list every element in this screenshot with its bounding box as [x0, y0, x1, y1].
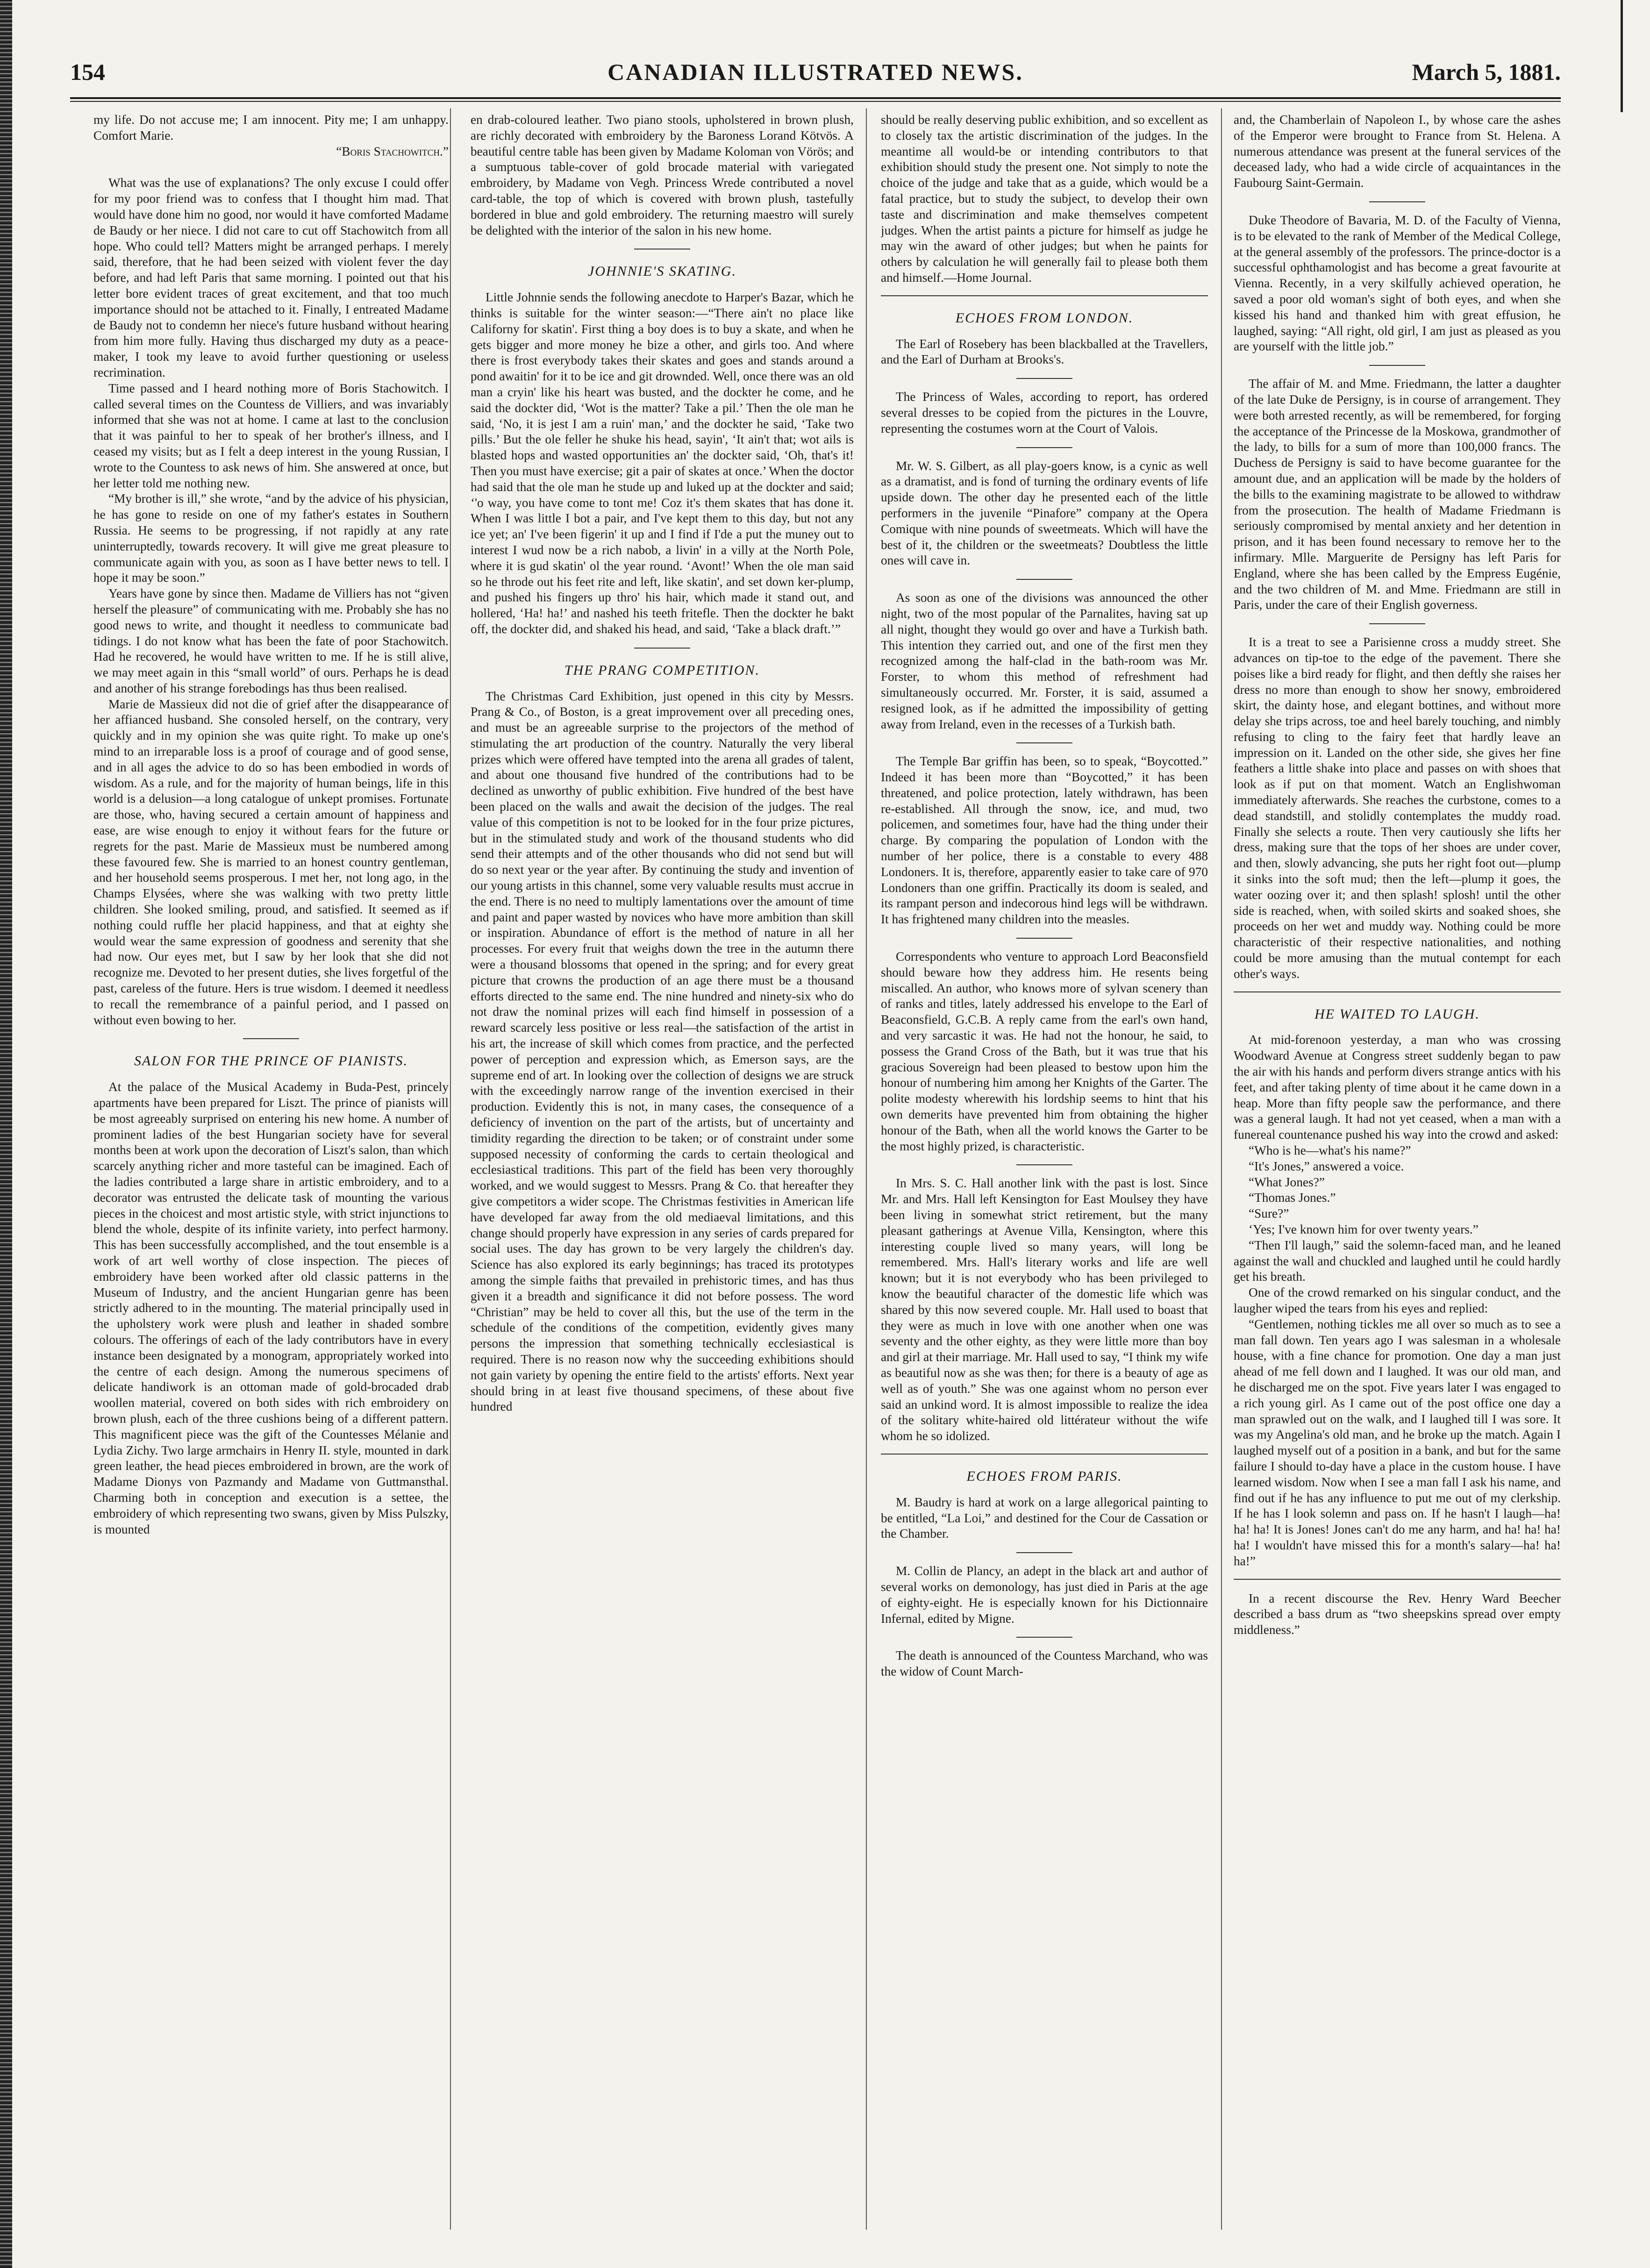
section-divider [634, 249, 690, 250]
column-rule [866, 108, 867, 2230]
paragraph: M. Baudry is hard at work on a large allegorical painting to be entitled, “La Loi,” and destined for the Cour de Cassation or the Chamber. [881, 1495, 1208, 1541]
column-rule [1221, 108, 1222, 2230]
paragraph: Little Johnnie sends the following anecdote to Harper's Bazar, which he thinks is suitable for the winter season:—“There ain't no place like Californy for skatin'. First thing a boy does is to buy a skate, and when he gets bigger and more money he bize a other, and girls too. And where there is frost everybody takes their skates and goes and stands around a pond awaitin' for it to be ice and git drownded. Well, once there was an old man a cryin' like his heart was busted, and the dockter he come, and he said the dockter did, ‘Wot is the matter? Take a pil.’ Then the ole man he said, ‘No, it is jest I am a ruin' man,’ and the dockter he said, ‘Take two pills.’ But the ole feller he shuke his head, sayin', ‘It ain't that; wot ails is blasted hops and wasted opportunities an' the dockter said, ‘Oh, that's it! Then you must have exercise; git a pair of skates at once.’ When the doctor had said that the ole man he stude up and luked up at the dockter and said; ‘'o way, you have come to tont me! Coz it's them skates that has done it. When I was little I bot a pair, and I've kept them to this day, but not any ice yet; an' I've been figerin' it up and I find if I'de a put the muney out to interest I wud now be a rich nabob, a livin' in a villy at the North Pole, where it is gud skatin' ol the year round. ‘Avont!’ When the ole man said so he throde out his feet rite and left, like skatin', and set down ker-plump, and pushed his fingers up thro' his hair, which made it stand out, and hollered, ‘Ha! ha!’ and nashed his teeth fritefle. Then the dockter he bakt off, the dockter did, and shaked his head, and said, ‘Take a black draft.’” [471, 290, 854, 636]
paragraph: and, the Chamberlain of Napoleon I., by whose care the ashes of the Emperor were brought to France from St. Helena. A numerous attendance was present at the funeral services of the deceased lady, who had a wide circle of acquaintances in the Faubourg Saint-Germain. [1234, 113, 1561, 190]
section-divider [1234, 991, 1561, 992]
scan-edge-mark [1621, 0, 1623, 112]
paragraph: Time passed and I heard nothing more of Boris Stachowitch. I called several times on the Countess de Villiers, and was invariably informed that she was not at home. I came at last to the conclusion that it was painful to her to speak of her brother's illness, and I ceased my visits; but as I felt a deep interest in the young Russian, I wrote to the Countess to ask news of him. She answered at once, but her letter told me nothing new. [93, 381, 449, 490]
article-title: ECHOES FROM LONDON. [955, 310, 1134, 326]
scan-binding-edge [0, 0, 12, 2268]
item-divider [1369, 365, 1425, 366]
item-divider [1016, 579, 1072, 580]
page-number: 154 [70, 59, 105, 85]
column-3 [881, 112, 1208, 2243]
paragraph: It is a treat to see a Parisienne cross a muddy street. She advances on tip-toe to the edge of the pavement. There she poises like a bird ready for flight, and then deftly she raises her dress no more than enough to show her snowy, embroidered skirt, the dainty hose, and elegant bottines, and without more delay she trips across, toe and heel barely touching, and nimbly refusing to cling to the fairy feet that hardly leave an impression on it. Landed on the other side, she gives her fine feathers a little shake into place and passes on with shoes that look as if put on that moment. Watch an Englishwoman immediately afterwards. She reaches the curbstone, comes to a dead standstill, and stolidly contemplates the muddy road. Finally she selects a route. Then very cautiously she lifts her dress, making sure that the tops of her shoes are under cover, and then, slowly advancing, she puts her right foot out—plump it sinks into the soft mud; then the left—plump it goes, the water oozing over it; and then splash! splosh! until the other side is reached, when, with soiled skirts and soaked shoes, she proceeds on her wet and muddy way. Nothing could be more characteristic of their respective nationalities, and nothing could be more amusing than the mutual contempt for each other's ways. [1234, 635, 1561, 981]
paragraph: In a recent discourse the Rev. Henry Ward Beecher described a bass drum as “two sheepskins spread over empty middleness.” [1234, 1591, 1561, 1637]
paragraph: Correspondents who venture to approach Lord Beaconsfield should beware how they address him. He resents being miscalled. An author, who knows more of sylvan scenery than of ranks and titles, lately addressed his envelope to the Earl of Beaconsfield, G.C.B. A reply came from the earl's own hand, and very sarcastic it was. He had not the honour, he said, to possess the Grand Cross of the Bath, but it was true that his gracious Sovereign had been pleased to bestow upon him the honour of numbering him among her Knights of the Garter. The polite modesty wherewith his lordship seems to hint that his own demerits have prevented him from obtaining the higher honour of the Bath, when all the world knows the Garter to be the most highly prized, is characteristic. [881, 949, 1208, 1153]
article-title: ECHOES FROM PARIS. [966, 1468, 1122, 1484]
header-rule [70, 97, 1561, 99]
paragraph: The death is announced of the Countess Marchand, who was the widow of Count March- [881, 1648, 1208, 1679]
paragraph: Marie de Massieux did not die of grief after the disappearance of her affianced husband. She consoled herself, on the contrary, very quickly and in my opinion she was quite right. To make up one's mind to an irreparable loss is a proof of courage and of good sense, and in all ages the advice to do so has been embodied in words of wisdom. As a rule, and for the majority of human beings, life in this world is a delusion—a long catalogue of unkept promises. Fortunate are those, who, having secured a certain amount of happiness and ease, are wise enough to enjoy it without fears for the future or regrets for the past. Marie de Massieux must be numbered among these favoured few. She is married to an honest country gentleman, and her household seems prosperous. I met her, not long ago, in the Champs Elysées, where she was walking with two pretty little children. She looked smiling, proud, and satisfied. It seemed as if nothing could ruffle her placid happiness, and that at eighty she would wear the same expression of goodness and serenity that she had now. Our eyes met, but I saw by her look that she did not recognize me. Devoted to her present duties, she lives forgetful of the past, careless of the future. Hers is true wisdom. I deemed it needless to recall the remembrance of a painful period, and I passed on without even bowing to her. [93, 697, 449, 1027]
paragraph: “My brother is ill,” she wrote, “and by the advice of his physician, he has gone to reside on one of my father's estates in Southern Russia. He seems to be progressing, if not rapidly at any rate uninterruptedly, towards recovery. It will give me great pleasure to communicate again with you, as soon as I have better news to tell. I hope it may be soon.” [93, 492, 449, 585]
paragraph: Mr. W. S. Gilbert, as all play-goers know, is a cynic as well as a dramatist, and is fond of turning the ordinary events of life upside down. The other day he presented each of the little performers in the juvenile “Pinafore” company at the Opera Comique with nine pounds of sweetmeats. Which will have the best of it, the children or the sweetmeats? Doubtless the little ones will cave in. [881, 458, 1208, 568]
dialogue-line: “Sure?” [1249, 1206, 1289, 1221]
column-rule [450, 108, 451, 2230]
paragraph: “Gentlemen, nothing tickles me all over so much as to see a man fall down. Ten years ago I was salesman in a wholesale house, with a fine chance for promotion. One day a man just ahead of me fell down and I laughed. It was our old man, and he discharged me on the spot. Five years later I was engaged to a rich young girl. As I came out of the post office one day a man sprawled out on the walk, and I laughed till I was sore. It was my Angelina's old man, and he broke up the match. Again I laughed myself out of a position in a bank, and but for the same failure I should to-day have a place in the custom house. I have learned wisdom. Now when I see a man fall I ask his name, and find out if he has any influence to put me out of my clerkship. If he has I look solemn and pass on. If he hasn't I laugh—ha! ha! ha! It is Jones! Jones can't do me any harm, and ha! ha! ha! ha! I wouldn't have missed this for a month's salary—ha! ha! ha!” [1234, 1317, 1561, 1568]
article-title: SALON FOR THE PRINCE OF PIANISTS. [134, 1053, 408, 1069]
signature: “Boris Stachowitch.” [336, 144, 449, 158]
paragraph: The Christmas Card Exhibition, just opened in this city by Messrs. Prang & Co., of Boston, is a great improvement over all preceding ones, and must be an agreeable surprise to the projectors of the method of stimulating the art production of the country. Naturally the very liberal prizes which were offered have tempted into the arena all grades of talent, and about one thousand five hundred of the contributions had to be declined as unworthy of public exhibition. Five hundred of the best have been placed on the walls and await the decision of the judges. The real value of this competition is not to be looked for in the four prize pictures, but in the stimulated study and work of the thousand students who did send their attempts and of the other thousands who did not send but will do so next year or the year after. By continuing the study and invention of our young artists in this channel, some very valuable results must accrue in the end. There is no need to multiply lamentations over the amount of time and paint and paper wasted by novices who have more ambition than skill or inspiration. Abundance of effort is the method of nature in all her processes. For every fruit that weighs down the tree in the autumn there were a thousand blossoms that opened in the spring; and for every great picture that crowns the production of an age there must be a thousand efforts directed to the same end. The nine hundred and ninety-six who do not draw the nominal prizes will each find himself in possession of a reward scarcely less positive or less real—the satisfaction of the artist in his art, the increase of skill which comes from practice, and the perfected power of perception and expression which, as Emerson says, are the supreme end of art. In looking over the collection of designs we are struck with the exceedingly narrow range of the invention exercised in their production. Evidently this is not, in many cases, the consequence of a deficiency of invention on the part of the artists, but of uncertainty and timidity regarding the direction to be taken; or of constraint under some supposed necessity of conforming the cards to certain theological and ecclesiastical traditions. This part of the field has been very thoroughly worked, and we would suggest to Messrs. Prang & Co. that hereafter they give competitors a wider scope. The Christmas festivities in American life have developed far away from the old mediaeval limitations, and this change should properly have expression in any series of cards prepared for social uses. The day has grown to be very largely the children's day. Science has also explored its early beginnings; has traced its prototypes among the simple faiths that prevailed in prehistoric times, and has thus given it a breadth and significance it did not before possess. The word “Christian” may be held to cover all this, but the use of the term in the schedule of the conditions of the competition, evidently gives many persons the impression that something technically ecclesiastical is required. There is no reason now why the succeeding exhibitions should not gain variety by opening the entire field to the artists' efforts. Next year should bring in at least five thousand specimens, of these about five hundred [471, 689, 854, 1414]
item-divider [1016, 1164, 1072, 1165]
paragraph: Duke Theodore of Bavaria, M. D. of the Faculty of Vienna, is to be elevated to the rank of Member of the Medical College, at the general assembly of the professors. The prince-doctor is a successful ophthamologist and has become a great favourite at Vienna. Recently, in a very skilfully achieved operation, he saved a poor old woman's sight of both eyes, and when she kissed his hand and thanked him with great effusion, he laughed, saying: “All right, old girl, I am just as pleased as you are yourself with the little job.” [1234, 213, 1561, 354]
paragraph: “Then I'll laugh,” said the solemn-faced man, and he leaned against the wall and chuckled and laughed until he could hardly get his breath. [1234, 1238, 1561, 1284]
item-divider [1016, 938, 1072, 939]
dialogue-line: “What Jones?” [1249, 1175, 1325, 1189]
article-title: THE PRANG COMPETITION. [564, 662, 760, 678]
item-divider [1369, 201, 1425, 202]
column-2 [471, 112, 854, 2243]
section-divider [634, 648, 690, 649]
paragraph: my life. Do not accuse me; I am innocent. Pity me; I am unhappy. Comfort Marie. [93, 113, 449, 143]
paragraph: What was the use of explanations? The only excuse I could offer for my poor friend was to confess that I thought him mad. That would have done him no good, nor would it have comforted Madame de Baudy or her niece. I did not care to cut off Stachowitch from all hope. Who could tell? Matters might be arranged perhaps. I merely said, therefore, that he had been seized with violent fever the day before, and had left Paris that same morning. I pointed out that his letter bore evident traces of great excitement, and that too much importance should not be attached to it. Finally, I entreated Madame de Baudy not to condemn her niece's future husband without hearing from him more fully. Having thus discharged my duty as a peace-maker, I took my leave to avoid further questioning or useless recrimination. [93, 176, 449, 379]
page-header [70, 58, 1561, 93]
masthead-title: CANADIAN ILLUSTRATED NEWS. [607, 59, 1023, 85]
paragraph: The Temple Bar griffin has been, so to speak, “Boycotted.” Indeed it has been more than “Boycotted,” it has been threatened, and police protection, lately withdrawn, has been re-established. All through the snow, ice, and mud, two policemen, and sometimes four, have had the thing under their charge. By comparing the population of London with the number of her police, there is a constable to every 488 Londoners. It is, therefore, apparently easier to take care of 970 Londoners than one griffin. Practically its doom is sealed, and its rampant person and indecorous hind legs will be withdrawn. It has frightened many children into the measles. [881, 754, 1208, 927]
paragraph: Years have gone by since then. Madame de Villiers has not “given herself the pleasure” of communicating with me. Probably she has no good news to write, and thought it needless to communicate bad tidings. I do not know what has been the fate of poor Stachowitch. Had he recovered, he would have written to me. If he is still alive, we may meet again in this “small world” of ours. Perhaps he is dead and another of his strange forebodings has thus been realised. [93, 586, 449, 695]
paragraph: M. Collin de Plancy, an adept in the black art and author of several works on demonology, has just died in Paris at the age of eighty-eight. He is especially known for his Dictionnaire Infernal, edited by Migne. [881, 1564, 1208, 1626]
header-rule-thin [70, 101, 1561, 102]
paragraph: should be really deserving public exhibition, and so excellent as to closely tax the artistic discrimination of the judges. In the meantime all would-be or intending contributors to that exhibition should study the present one. Not simply to note the choice of the judge and take that as a guide, which would be a fatal practice, but to study the subject, to develop their own taste and discrimination and make themselves competent judges. When the artist paints a picture for himself as judge he may win the award of other judges; but when he paints for others by calculation he will generally fail to please both them and himself.—Home Journal. [881, 113, 1208, 285]
section-divider [881, 295, 1208, 296]
dialogue-line: “It's Jones,” answered a voice. [1249, 1159, 1404, 1173]
paragraph: In Mrs. S. C. Hall another link with the past is lost. Since Mr. and Mrs. Hall left Kensington for East Moulsey they have been living in somewhat strict retirement, but the many pleasant gatherings at Avenue Villa, Kensington, where this interesting couple lived so many years, will long be remembered. Mrs. Hall's literary works and life are well known; but it is not everybody who has been privileged to know the beautiful character of the domestic life which was shared by this now severed couple. Mr. Hall used to boast that they were as much in love with one another when one was seventy and the other eighty, as they were little more than boy and girl at their marriage. Mr. Hall used to say, “I think my wife as beautiful now as she was then; for there is a beauty of age as well as of youth.” She was one against whom no person ever said an unkind word. It is almost impossible to realize the idea of the solitary white-haired old littérateur without the wife whom he so idolized. [881, 1176, 1208, 1443]
section-divider [243, 1038, 299, 1039]
paragraph: At the palace of the Musical Academy in Buda-Pest, princely apartments have been prepared for Liszt. The prince of pianists will be most agreeably surprised on entering his new home. A number of prominent ladies of the best Hungarian society have for several months been at work upon the decoration of Liszt's salon, than which scarcely anything richer and more tasteful can be imagined. Each of the ladies contributed a large share in artistic embroidery, and to a decorator was entrusted the delicate task of mounting the various pieces in the choicest and most artistic style, with strict injunctions to blend the whole, despite of its infinite variety, into perfect harmony. This has been successfully accomplished, and the tout ensemble is a work of art well worthy of close inspection. The pieces of embroidery have been worked after old classic patterns in the Museum of Industry, and the ancient Hungarian genre has been strictly adhered to in the mounting. The material principally used in the upholstery work were plush and leather in shaded sombre colours. The offerings of each of the lady contributors have in every instance been designated by a monogram, appropriately worked into the centre of each design. Among the numerous specimens of delicate handiwork is an ottoman made of gold-brocaded drab woollen material, covered on both sides with rich embroidery on brown plush, each of the three cushions being of a different pattern. This magnificent piece was the gift of the Countesses Mélanie and Lydia Zichy. Two large armchairs in Henry II. style, mounted in dark green leather, the head pieces embroidered in brown, are the work of Madame Dionys von Pazmandy and Madame von Guttmansthal. Charming both in conception and execution is a settee, the embroidery of which representing two swans, given by Miss Pulszky, is mounted [93, 1080, 449, 1536]
item-divider [1016, 1552, 1072, 1553]
item-divider [1016, 447, 1072, 448]
paragraph: As soon as one of the divisions was announced the other night, two of the most popular of the Parnalites, having sat up all night, thought they would go over and have a Turkish bath. This intention they carried out, and one of the first men they recognized among the half-clad in the bath-room was Mr. Forster, to whom this method of refreshment had simultaneously occurred. Mr. Forster, it is said, assumed a resigned look, as if he admitted the impossibility of getting away from Ireland, even in the recesses of a Turkish bath. [881, 591, 1208, 731]
paragraph: The Earl of Rosebery has been blackballed at the Travellers, and the Earl of Durham at Brooks's. [881, 336, 1208, 367]
dialogue-line: “Who is he—what's his name?” [1249, 1143, 1411, 1158]
article-title: HE WAITED TO LAUGH. [1314, 1006, 1480, 1022]
item-divider [1369, 623, 1425, 624]
issue-date: March 5, 1881. [1412, 59, 1561, 85]
column-1 [93, 112, 449, 2243]
column-4 [1234, 112, 1561, 2243]
section-divider [881, 1454, 1208, 1455]
item-divider [1016, 742, 1072, 743]
paragraph: At mid-forenoon yesterday, a man who was crossing Woodward Avenue at Congress street suddenly began to paw the air with his hands and perform divers strange antics with his feet, and after taking plenty of time about it he came down in a heap. More than fifty people saw the performance, and there was a general laugh. It had not yet ceased, when a man with a funereal countenance pushed his way into the crowd and asked: [1234, 1033, 1561, 1142]
item-divider [1016, 1637, 1072, 1638]
dialogue-line: ‘Yes; I've known him for over twenty years.” [1249, 1222, 1479, 1236]
paragraph: One of the crowd remarked on his singular conduct, and the laugher wiped the tears from his eyes and replied: [1234, 1285, 1561, 1315]
paragraph: The affair of M. and Mme. Friedmann, the latter a daughter of the late Duke de Persigny, is in course of arrangement. They were both arrested recently, as will be remembered, for forging the acceptance of the Princesse de la Moskowa, grandmother of the lady, to bills for a sum of more than 100,000 francs. The Duchess de Persigny is said to have become guarantee for the amount due, and an application will be made by the holders of the bills to the examining magistrate to be allowed to withdraw from the prosecution. The health of Madame Friedmann is seriously compromised by mental anxiety and her detention in prison, and it has been found necessary to remove her to the infirmary. Mlle. Marguerite de Persigny has left Paris for England, where she has been called by the Empress Eugénie, and the two children of M. and Mme. Friedmann are still in Paris, under the care of their English governess. [1234, 377, 1561, 612]
article-title: JOHNNIE'S SKATING. [588, 264, 736, 279]
item-divider [1016, 378, 1072, 379]
dialogue-line: “Thomas Jones.” [1249, 1191, 1336, 1205]
paragraph: The Princess of Wales, according to report, has ordered several dresses to be copied from the pictures in the Louvre, representing the costumes worn at the Court of Valois. [881, 390, 1208, 435]
paragraph: en drab-coloured leather. Two piano stools, upholstered in brown plush, are richly decorated with embroidery by the Baroness Lorand Kötvös. A beautiful centre table has been given by Madame Koloman von Vörös; and a sumptuous table-cover of gold brocade material with variegated embroidery, by Madame von Vegh. Princess Wrede contributed a novel card-table, the top of which is covered with brown plush, tastefully bordered in blue and gold embroidery. The returning maestro will surely be delighted with the interior of the salon in his new home. [471, 113, 854, 237]
section-divider [1234, 1579, 1561, 1580]
